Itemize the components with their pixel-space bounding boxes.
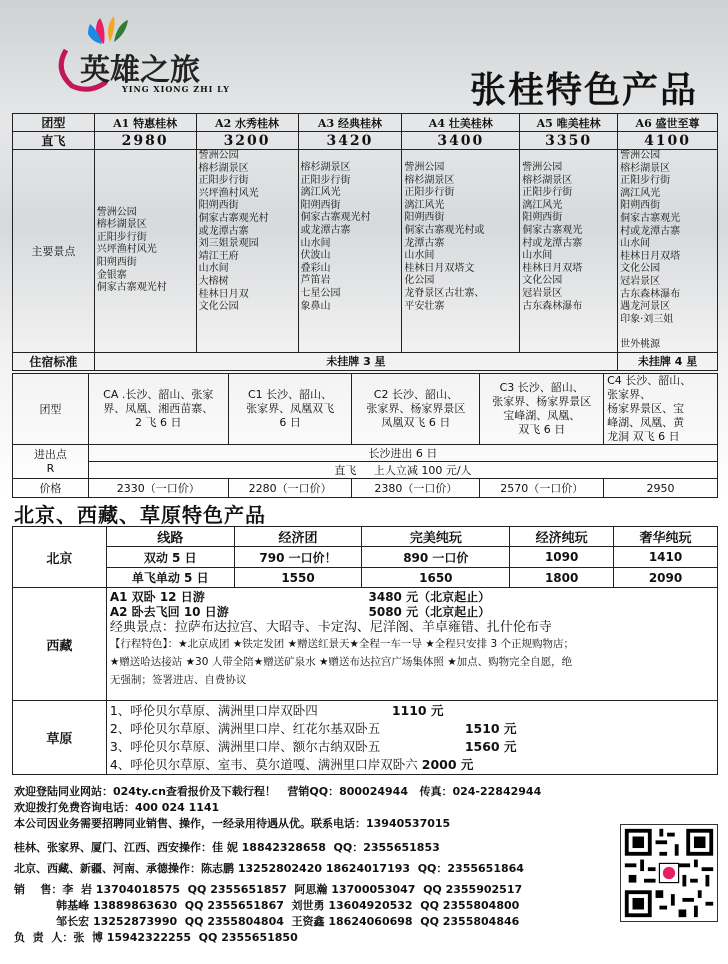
price-a2: 3200 <box>196 132 298 150</box>
luxury-pure-header: 奢华纯玩 <box>614 527 718 547</box>
product-a1: A1 特惠桂林 <box>94 114 196 132</box>
brand-english: YING XIONG ZHI LY <box>122 84 230 94</box>
footer-recruit: 本公司因业务需要招聘同业销售、操作，一经录用待遇从优。联系电话：13940537015 <box>14 817 451 830</box>
lodging-label: 住宿标准 <box>13 352 95 370</box>
combo-c2: C2 长沙、韶山、 张家界、杨家界景区 凤凰双飞 6 日 <box>352 374 480 445</box>
price-double-pure: 890 一口价 <box>362 547 510 568</box>
footer-manager: 负 责 人：张 博 15942322255 QQ 2355651850 <box>14 931 298 944</box>
qr-code <box>620 824 718 922</box>
product-a2: A2 水秀桂林 <box>196 114 298 132</box>
price-double-economy-pure: 1090 <box>510 547 614 568</box>
price-single-luxury: 2090 <box>614 568 718 588</box>
combo-c1: C1 长沙、韶山、 张家界、凤凰双飞 6 日 <box>228 374 352 445</box>
combo-c4: C4 长沙、韶山、 张家界、 杨家界景区、宝 峰湖、凤凰、黄 龙洞 双飞 6 日 <box>604 374 718 445</box>
route-double-flight: 双动 5 日 <box>106 547 234 568</box>
footer-sales1: 销 售：李 岩 13704018575 QQ 2355651857 阿思瀚 13700053047 QQ 2355902517 <box>14 883 523 896</box>
spots-a2: 訾洲公园 榕杉湖景区 正阳步行街 兴坪渔村风光 阳朔西街 侗家古寨观光村 或龙潭古寨 刘三姐景观园 靖江王府 山水间 大榕树 桂林日月双 文化公园 <box>196 150 298 353</box>
beijing-tibet-table <box>12 526 718 775</box>
product-a5: A5 唯美桂林 <box>520 114 618 132</box>
combo-price-c3: 2570（一口价） <box>480 479 604 498</box>
price-a5: 3350 <box>520 132 618 150</box>
lodging-a6: 未挂牌 4 星 <box>618 352 718 370</box>
footer-op1: 桂林、张家界、厦门、江西、西安操作：佳 妮 18842328658 QQ：2355651853 <box>14 841 440 854</box>
group-header: 团型 <box>13 114 95 132</box>
price-double-economy: 790 一口价！ <box>234 547 362 568</box>
spots-a6: 訾洲公园 榕杉湖景区 正阳步行街 漓江风光 阳朔西街 侗家古寨观光 村或龙潭古寨 山水间 桂林日月双塔 文化公园 冠岩景区 古东森林瀑布 遇龙河景区 印象·刘三姐 世外桃源 <box>618 150 718 353</box>
page-title: 张桂特色产品 <box>470 70 699 111</box>
economy-group-header: 经济团 <box>234 527 362 547</box>
footer-website: 欢迎登陆同业网站：024ty.cn查看报价及下载行程！ 营销QQ：800024944 传真：024-22842944 <box>14 785 542 798</box>
spots-a4: 訾洲公园 榕杉湖景区 正阳步行街 漓江风光 阳朔西街 侗家古寨观光村或 龙潭古寨 山水间 桂林日月双塔文 化公园 龙脊景区古壮寨、 平安壮寨 <box>402 150 520 353</box>
price-a1: 2980 <box>94 132 196 150</box>
route-header: 线路 <box>106 527 234 547</box>
footer-sales2: 韩基峰 13889863630 QQ 2355651867 刘世勇 13604920532 QQ 2355804800 <box>14 899 520 912</box>
grassland-label: 草原 <box>13 701 107 775</box>
product-a3: A3 经典桂林 <box>298 114 402 132</box>
price-single-pure: 1650 <box>362 568 510 588</box>
economy-pure-header: 经济纯玩 <box>510 527 614 547</box>
section-title-beijing-tibet: 北京、西藏、草原特色产品 <box>14 503 266 527</box>
footer-op2: 北京、西藏、新疆、河南、承德操作：陈志鹏 13252802420 18624017193 QQ：2355651864 <box>14 862 524 875</box>
main-spots-label: 主要景点 <box>13 150 95 353</box>
route-single-flight: 单飞单动 5 日 <box>106 568 234 588</box>
combo-price-c4: 2950 <box>604 479 718 498</box>
combo-table <box>12 373 718 498</box>
spots-a5: 訾洲公园 榕杉湖景区 正阳步行街 漓江风光 阳朔西街 侗家古寨观光 村或龙潭古寨 山水间 桂林日月双塔 文化公园 冠岩景区 古东森林瀑布 <box>520 150 618 353</box>
svg-text:英雄之旅: 英雄之旅 <box>80 53 200 88</box>
combo-price-ca: 2330（一口价） <box>88 479 228 498</box>
combo-price-label: 价格 <box>13 479 89 498</box>
price-double-luxury: 1410 <box>614 547 718 568</box>
price-a6: 4100 <box>618 132 718 150</box>
tibet-label: 西藏 <box>13 588 107 701</box>
tibet-content: A1 双卧 12 日游 3480 元（北京起止） A2 卧去飞回 10 日游 5080 元（北京起止） 经典景点：拉萨布达拉宫、大昭寺、卡定沟、尼洋阁、羊卓雍错、扎什伦布寺 【行程特色】：★北京成团 ★铁定发团 ★赠送红景天★全程一车一导 ★全程只安排 3 个正规购物店； ★赠送哈达接站 ★30 人带全陪★赠送矿泉水 ★赠送布达拉宫广场集体照 ★加点、购物完全自愿，绝 无强制；签署进店、自费协议 <box>106 588 717 701</box>
price-single-economy: 1550 <box>234 568 362 588</box>
product-a4: A4 壮美桂林 <box>402 114 520 132</box>
footer-hotline: 欢迎拨打免费咨询电话：400 024 1141 <box>14 801 220 814</box>
beijing-label: 北京 <box>13 527 107 588</box>
price-a3: 3420 <box>298 132 402 150</box>
price-a4: 3400 <box>402 132 520 150</box>
pure-play-header: 完美纯玩 <box>362 527 510 547</box>
lodging-a1-a5: 未挂牌 3 星 <box>94 352 617 370</box>
combo-c3: C3 长沙、韶山、 张家界、杨家界景区 宝峰湖、凤凰、 双飞 6 日 <box>480 374 604 445</box>
combo-ca: CA .长沙、韶山、张家 界、凤凰、湘西苗寨、 2 飞 6 日 <box>88 374 228 445</box>
brand-logo <box>30 10 270 110</box>
grassland-content: 1、呼伦贝尔草原、满洲里口岸双卧四 1110 元 2、呼伦贝尔草原、满洲里口岸、红花尔基双卧五 1510 元 3、呼伦贝尔草原、满洲里口岸、额尔古纳双卧五 1560 元 4、呼伦贝尔草原、室韦、莫尔道嘎、满洲里口岸双卧六 2000 元 <box>106 701 717 775</box>
direct-flight-note: 直飞 上人立减 100 元/人 <box>88 462 717 479</box>
combo-price-c2: 2380（一口价） <box>352 479 480 498</box>
spots-a1: 訾洲公园 榕杉湖景区 正阳步行街 兴坪渔村风光 阳朔西街 金银寨 侗家古寨观光村 <box>94 150 196 353</box>
entry-exit-label: 进出点 R <box>13 445 89 479</box>
footer-sales3: 邹长宏 13252873990 QQ 2355804804 王资鑫 18624060698 QQ 2355804846 <box>14 915 520 928</box>
price-single-economy-pure: 1800 <box>510 568 614 588</box>
combo-label: 团型 <box>13 374 89 445</box>
spots-a3: 榕杉湖景区 正阳步行街 漓江风光 阳朔西街 侗家古寨观光村 或龙潭古寨 山水间 伏波山 叠彩山 芦笛岩 七星公园 象鼻山 <box>298 150 402 353</box>
entry-exit-value: 长沙进出 6 日 <box>88 445 717 462</box>
product-a6: A6 盛世至尊 <box>618 114 718 132</box>
combo-price-c1: 2280（一口价） <box>228 479 352 498</box>
direct-flight-label: 直飞 <box>13 132 95 150</box>
guilin-products-table <box>12 113 718 371</box>
